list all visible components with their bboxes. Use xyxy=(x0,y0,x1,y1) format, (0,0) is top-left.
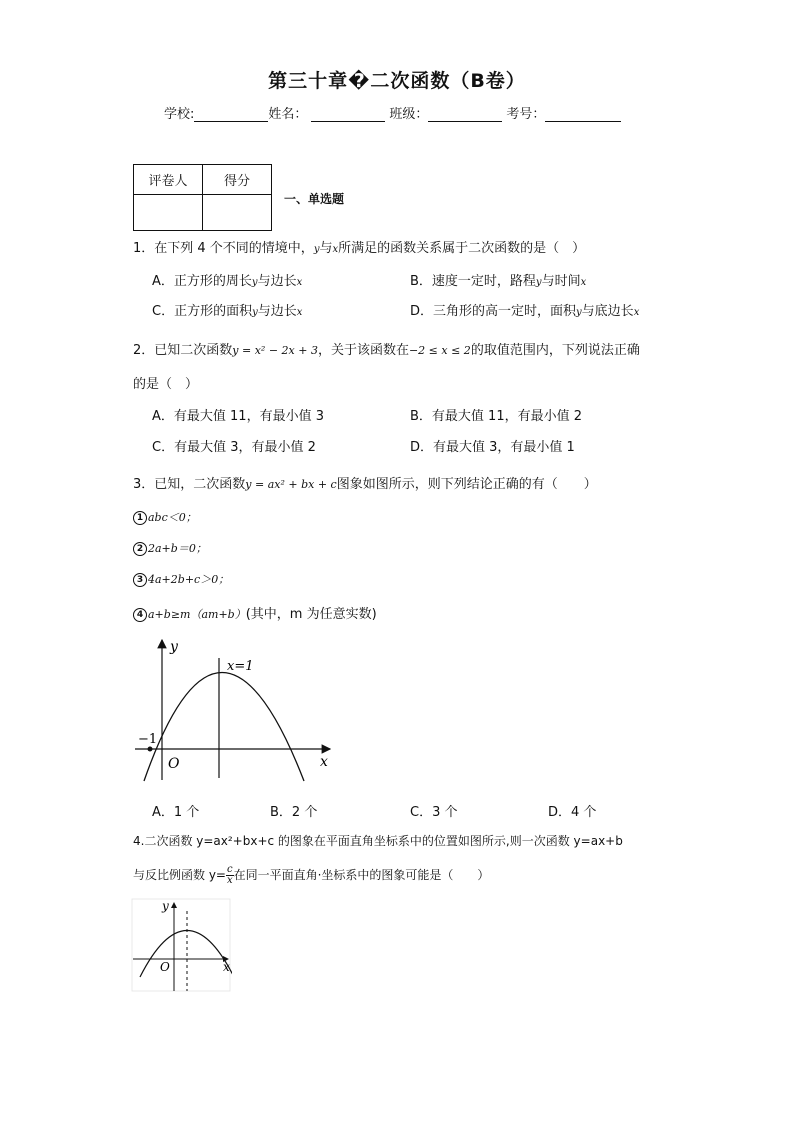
circled-number: 1 xyxy=(133,511,147,525)
q3-parabola-graph xyxy=(130,632,340,782)
q3-statement-2: 2 2a+b＝0； xyxy=(133,540,207,556)
q2-option-d[interactable]: D．有最大值 3，有最小值 1 xyxy=(410,440,575,455)
x-axis-label: x xyxy=(320,754,328,770)
q1-option-b[interactable]: B．速度一定时，路程y与时间x xyxy=(410,274,587,289)
circled-number: 3 xyxy=(133,573,147,587)
section-title: 一、单选题 xyxy=(284,192,345,206)
circled-number: 2 xyxy=(133,542,147,556)
question-1: 1．在下列 4 个不同的情境中，y与x所满足的函数关系属于二次函数的是（ ） xyxy=(133,241,586,256)
score-table xyxy=(133,164,272,231)
q3-option-d[interactable]: D．4 个 xyxy=(548,805,597,820)
symmetry-label: x=1 xyxy=(227,659,254,674)
q2-range: −2 ≤ x ≤ 2 xyxy=(408,344,471,357)
y-axis-label: y xyxy=(170,639,178,655)
q3-statement-1: 1 abc＜0； xyxy=(133,509,197,525)
origin-label: O xyxy=(160,960,170,974)
grader-header: 评卷人 xyxy=(134,165,203,195)
origin-label: O xyxy=(168,756,180,772)
question-4-line2: 与反比例函数 y= $\frac{c}{x}$ 在同一平面直角·坐标系中的图象可能是（ ） xyxy=(133,864,490,886)
class-blank[interactable] xyxy=(428,107,502,122)
figure-frame xyxy=(132,899,230,991)
grader-cell[interactable] xyxy=(134,195,203,231)
q3-formula: y = ax² + bx + c xyxy=(245,478,337,491)
question-3: 3．已知，二次函数y = ax² + bx + c图象如图所示，则下列结论正确的有（ ） xyxy=(133,477,597,492)
school-label: 学校: xyxy=(164,107,195,122)
score-header: 得分 xyxy=(203,165,272,195)
page-title: 第三十章�二次函数（B卷） xyxy=(268,70,526,92)
exam-no-blank[interactable] xyxy=(545,107,621,122)
q4-parabola-graph xyxy=(130,897,232,993)
q2-option-b[interactable]: B．有最大值 11，有最小值 2 xyxy=(410,409,582,424)
question-2-line2: 的是（ ） xyxy=(133,377,199,392)
q3-option-a[interactable]: A．1 个 xyxy=(152,805,200,820)
q2-option-a[interactable]: A．有最大值 11，有最小值 3 xyxy=(152,409,324,424)
exam-no-label: 考号： xyxy=(506,107,546,122)
q1-option-d[interactable]: D．三角形的高一定时，面积y与底边长x xyxy=(410,304,640,319)
student-info-line xyxy=(164,103,621,122)
q1-option-c[interactable]: C．正方形的面积y与边长x xyxy=(152,304,303,319)
root-point xyxy=(148,747,153,752)
question-2: 2．已知二次函数y = x² − 2x + 3，关于该函数在−2 ≤ x ≤ 2的取值范围内，下列说法正确 xyxy=(133,343,640,358)
q2-option-c[interactable]: C．有最大值 3，有最小值 2 xyxy=(152,440,316,455)
score-cell[interactable] xyxy=(203,195,272,231)
name-blank[interactable] xyxy=(311,107,385,122)
q3-option-b[interactable]: B．2 个 xyxy=(270,805,318,820)
class-label: 班级： xyxy=(389,107,429,122)
name-label: 姓名： xyxy=(268,107,308,122)
circled-number: 4 xyxy=(133,608,147,622)
question-4: 4.二次函数 y=ax²+bx+c 的图象在平面直角坐标系中的位置如图所示,则一次函数 y=ax+b xyxy=(133,834,623,848)
q3-statement-4: 4 a+b≥m（am+b）(其中，m 为任意实数) xyxy=(133,603,377,622)
y-axis-label: y xyxy=(162,899,169,913)
x-axis-label: x xyxy=(223,960,230,974)
fraction-c-over-x: $\frac{c}{x}$ xyxy=(226,864,233,886)
parabola-curve xyxy=(140,931,232,978)
q3-option-c[interactable]: C．3 个 xyxy=(410,805,458,820)
school-blank[interactable] xyxy=(194,107,268,122)
neg-one-label: −1 xyxy=(138,732,158,747)
q2-formula: y = x² − 2x + 3 xyxy=(232,344,318,357)
q1-option-a[interactable]: A．正方形的周长y与边长x xyxy=(152,274,303,289)
q3-statement-3: 3 4a+2b+c＞0； xyxy=(133,571,229,587)
